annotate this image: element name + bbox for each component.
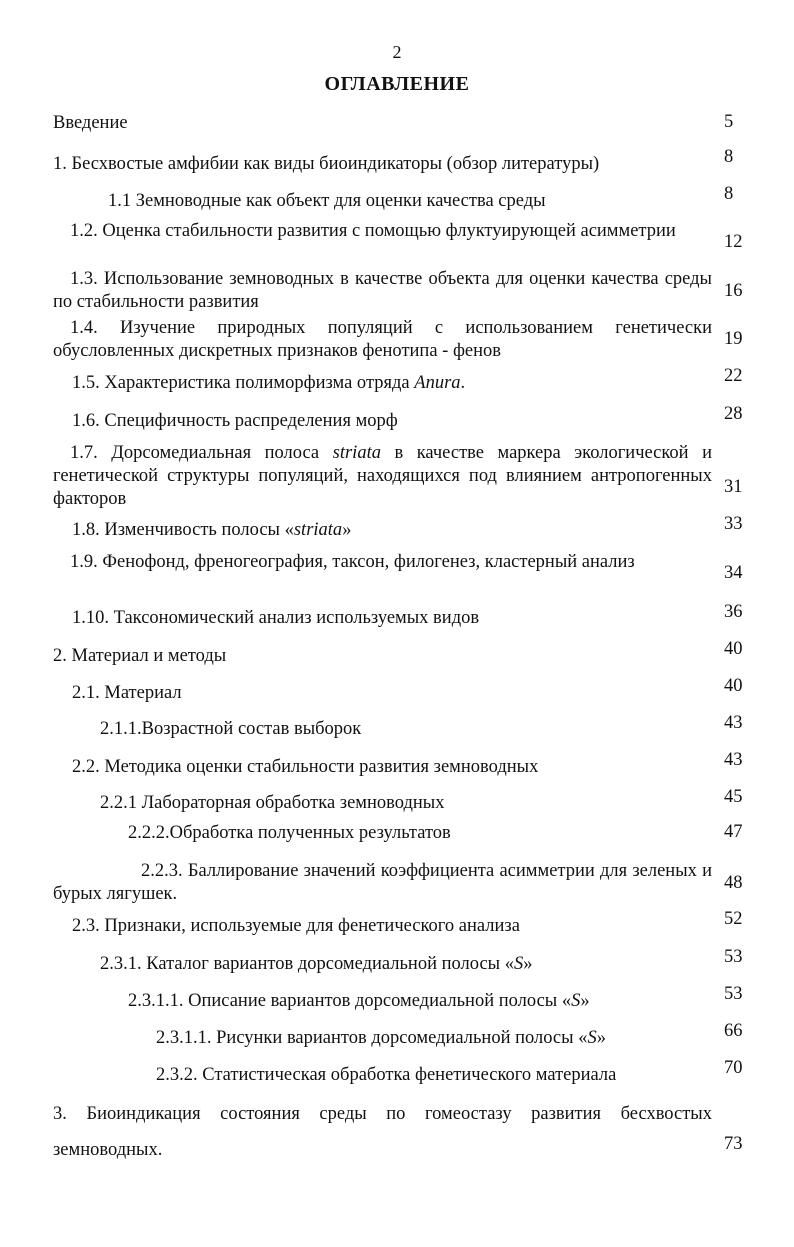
toc-entry-2-2-2[interactable]: [128, 822, 716, 845]
toc-page-number: 45: [724, 787, 743, 807]
page-number: 2: [392, 42, 402, 62]
toc-entry-2-3-1-1-figures[interactable]: [156, 1027, 716, 1050]
phenotype-name: striata: [332, 443, 381, 463]
toc-entry-chapter-1[interactable]: [53, 153, 716, 176]
toc-page-number: 53: [724, 947, 743, 967]
toc-entry-text: 2.3.1.1. Рисунки вариантов дорсомедиальной полосы «S»: [156, 1028, 606, 1048]
toc-entry-text: 2.1. Материал: [72, 683, 182, 703]
toc-page-number: 73: [724, 1134, 743, 1154]
toc-page-number: 8: [724, 147, 734, 167]
toc-entry-1-3[interactable]: [53, 268, 712, 314]
toc-page-number: 5: [724, 112, 734, 132]
toc-entry-2-2[interactable]: [72, 756, 716, 779]
toc-entry-1-2[interactable]: [53, 220, 712, 243]
toc-entry-text: 1.9. Фенофонд, френогеография, таксон, филогенез, кластерный анализ: [70, 552, 635, 572]
toc-entry-2-3-1-1-description[interactable]: [128, 990, 716, 1013]
toc-entry-1-8[interactable]: [72, 519, 716, 542]
toc-entry-text: 1.10. Таксономический анализ используемых видов: [72, 608, 480, 628]
taxon-name: Anura: [414, 373, 461, 393]
toc-page-number: 53: [724, 984, 743, 1004]
toc-entry-text: 1.2. Оценка стабильности развития с помощью флуктуирующей асимметрии: [70, 221, 676, 241]
stripe-code: S: [587, 1028, 597, 1048]
stripe-code: S: [571, 991, 581, 1011]
toc-entry-text: Введение: [53, 113, 128, 133]
toc-entry-1-5[interactable]: [72, 372, 716, 395]
toc-page-number: 34: [724, 563, 743, 583]
toc-entry-chapter-3[interactable]: [53, 1096, 712, 1168]
toc-entry-1-9[interactable]: [53, 551, 712, 574]
toc-entry-chapter-2[interactable]: [53, 645, 716, 668]
toc-page-number: 16: [724, 281, 743, 301]
toc-entry-2-2-3[interactable]: [53, 860, 712, 906]
toc-entry-text: 3. Биоиндикация состояния среды по гомеостазу развития бесхвостых земноводных.: [53, 1104, 712, 1160]
toc-entry-1-1[interactable]: [108, 190, 716, 213]
toc-page-number: 8: [724, 184, 734, 204]
toc-entry-1-4[interactable]: [53, 317, 712, 363]
toc-page-number: 70: [724, 1058, 743, 1078]
toc-entry-text: 2.2.3. Баллирование значений коэффициента асимметрии для зеленых и бурых лягушек.: [53, 861, 712, 904]
toc-entry-introduction[interactable]: [53, 112, 716, 135]
toc-entry-text: 2.3.2. Статистическая обработка фенетического материала: [156, 1065, 617, 1085]
toc-page-number: 52: [724, 909, 743, 929]
toc-entry-text: 1.4. Изучение природных популяций с использованием генетически обусловленных дискретных признаков фенотипа - фенов: [53, 318, 712, 361]
toc-entry-2-3-2[interactable]: [156, 1064, 716, 1087]
toc-page-number: 31: [724, 477, 743, 497]
toc-page-number: 40: [724, 639, 743, 659]
toc-entry-2-2-1[interactable]: [100, 792, 716, 815]
toc-entry-text: 1.7. Дорсомедиальная полоса striata в качестве маркера экологической и генетической структуры популяций, находящихся под влиянием антропогенных факторов: [53, 443, 712, 509]
toc-page-number: 19: [724, 329, 743, 349]
toc-entry-text: 1. Бесхвостые амфибии как виды биоиндикаторы (обзор литературы): [53, 154, 600, 174]
toc-entry-text: 2.3. Признаки, используемые для фенетического анализа: [72, 916, 520, 936]
toc-entry-1-7[interactable]: [53, 442, 712, 511]
toc-page-number: 66: [724, 1021, 743, 1041]
toc-page-number: 28: [724, 404, 743, 424]
toc-entry-1-6[interactable]: [72, 410, 716, 433]
toc-entry-text: 2.3.1. Каталог вариантов дорсомедиальной полосы «S»: [100, 954, 533, 974]
toc-page-number: 43: [724, 713, 743, 733]
toc-entry-text: 2.2.2.Обработка полученных результатов: [128, 823, 451, 843]
toc-entry-text: 2. Материал и методы: [53, 646, 227, 666]
toc-entry-text: 1.3. Использование земноводных в качестве объекта для оценки качества среды по стабильности развития: [53, 269, 712, 312]
toc-entry-text: 1.1 Земноводные как объект для оценки качества среды: [108, 191, 546, 211]
toc-entry-text: 1.5. Характеристика полиморфизма отряда Anura.: [72, 373, 466, 393]
toc-entry-2-3-1[interactable]: [100, 953, 716, 976]
toc-page-number: 48: [724, 873, 743, 893]
toc-page-number: 47: [724, 822, 743, 842]
toc-entry-text: 2.3.1.1. Описание вариантов дорсомедиальной полосы «S»: [128, 991, 590, 1011]
toc-entry-2-3[interactable]: [72, 915, 716, 938]
phenotype-name: striata: [293, 520, 343, 540]
toc-entry-text: 2.2. Методика оценки стабильности развития земноводных: [72, 757, 539, 777]
toc-entry-1-10[interactable]: [72, 607, 716, 630]
toc-page-number: 36: [724, 602, 743, 622]
toc-page-number: 43: [724, 750, 743, 770]
toc-entry-text: 2.2.1 Лабораторная обработка земноводных: [100, 793, 445, 813]
toc-entry-2-1[interactable]: [72, 682, 716, 705]
toc-page-number: 33: [724, 514, 743, 534]
toc-page-number: 40: [724, 676, 743, 696]
toc-entry-2-1-1[interactable]: [100, 718, 716, 741]
page-title: ОГЛАВЛЕНИЕ: [324, 73, 470, 95]
stripe-code: S: [513, 954, 524, 974]
toc-entry-text: 2.1.1.Возрастной состав выборок: [100, 719, 362, 739]
toc-entry-text: 1.6. Специфичность распределения морф: [72, 411, 398, 431]
toc-page-number: 22: [724, 366, 743, 386]
toc-page-number: 12: [724, 232, 743, 252]
toc-entry-text: 1.8. Изменчивость полосы «striata»: [72, 520, 352, 540]
